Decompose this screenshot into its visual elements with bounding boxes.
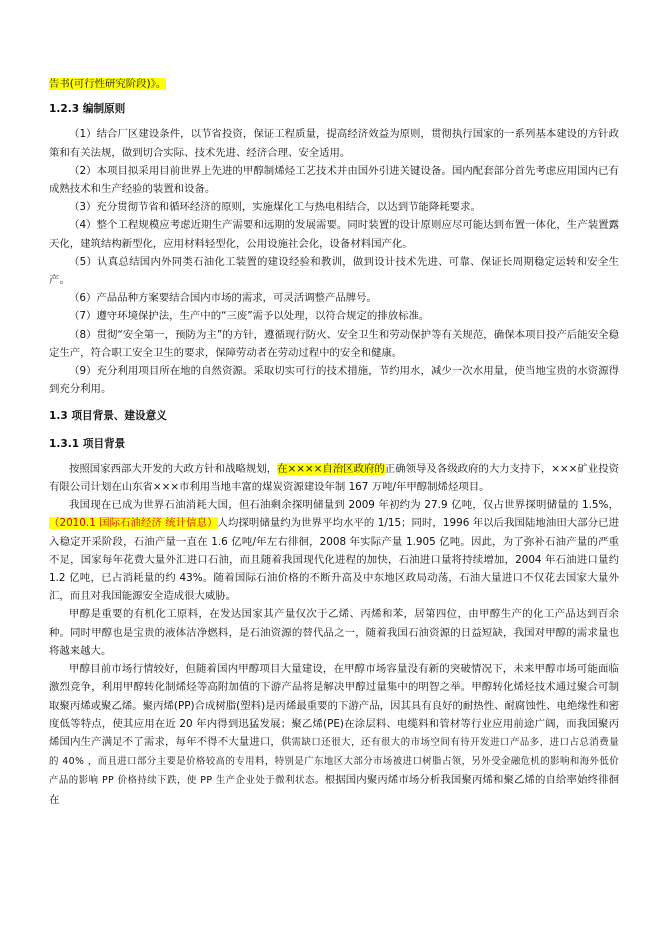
principle-item: （3）充分贯彻节省和循环经济的原则，实施煤化工与热电相结合，以达到节能降耗要求。 <box>69 201 481 214</box>
background-paragraph-1: 按照国家西部大开发的大政方针和战略规划，在××××自治区政府的正确领导及各级政府的大力支持下，×××矿业投资有限公司计划在山东省×××市利用当地丰富的煤炭资源建设年制 167 万吨/年甲醇制烯烃项目。 <box>49 462 620 494</box>
principle-item: （5）认真总结国内外同类石油化工装置的建设经验和教训，做到设计技术先进、可靠、保证长周期稳定运转和安全生产。 <box>49 255 619 287</box>
section-heading-1-2-3: 1.2.3 编制原则 <box>49 103 126 116</box>
section-heading-1-3-1: 1.3.1 项目背景 <box>49 437 126 450</box>
highlighted-text: 告书(可行性研究阶段)》。 <box>49 78 167 90</box>
principle-item: （9）充分利用项目所在地的自然资源。采取切实可行的技术措施，节约用水，减少一次水用量，使当地宝贵的水资源得到充分利用。 <box>49 365 619 396</box>
principle-item: （1）结合厂区建设条件，以节省投资，保证工程质量，提高经济效益为原则，贯彻执行国家的一系列基本建设的方针政策和有关法规，做到切合实际、技术先进、经济合理、安全适用。 <box>49 128 619 159</box>
principle-item: （7）遵守环境保护法，生产中的“三废”需予以处理，以符合规定的排放标准。 <box>69 310 430 323</box>
highlighted-text: 在××××自治区政府的 <box>277 462 385 475</box>
document-page <box>49 75 619 809</box>
principle-item: （2）本项目拟采用目前世界上先进的甲醇制烯烃工艺技术并由国外引进关键设备。国内配套部分首先考虑应用国内已有成熟技术和生产经验的装置和设备。 <box>49 164 619 196</box>
background-paragraph-4: 甲醇目前市场行情较好，但随着国内甲醇项目大量建设，在甲醇市场容量没有新的突破情况下，未来甲醇市场可能面临激烈竞争，利用甲醇转化制烯烃等高附加值的下游产品将是解决甲醇过量集中的明智之举。甲醇转化烯烃技术通过聚合可制取聚丙烯或聚乙烯。聚丙烯(PP)合成树脂(塑料)是丙烯最重要的下游产品，因其具有良好的耐热性、耐腐蚀性、电绝缘性和密度低等特点，使其应用在近 20 年内得到迅猛发展；聚乙烯(PE)在涂层料、电缆料和管材等行业应用前途广阔，而我国聚丙烯国内生产满足不了需求，每年不得不大量进口，供需缺口还很大，还有很大的市场空间有待开发进口产品多，进口占总消费量的 40% ，而且进口部分主要是价格较高的专用料，特别是广东地区大部分市场被进口树脂占领，另外受金融危机的影响和海外低价产品的影响 PP 价格持续下跌，使 PP 生产企业处于微利状态。根据国内聚丙烯市场分析我国聚丙烯和聚乙烯的自给率始终徘徊在 <box>49 663 620 806</box>
citation-highlight: （2010.1 国际石油经济 统计信息） <box>49 517 218 530</box>
background-paragraph-3: 甲醇是重要的有机化工原料，在发达国家其产量仅次于乙烯、丙烯和苯，居第四位，由甲醇生产的化工产品达到百余种。同时甲醇也是宝贵的液体洁净燃料，是石油资源的替代品之一，随着我国石油资源的日益短缺，我国对甲醇的需求量也将越来越大。 <box>49 608 619 657</box>
section-heading-1-3: 1.3 项目背景、建设意义 <box>49 410 167 423</box>
background-paragraph-2: 我国现在已成为世界石油消耗大国，但石油剩余探明储量到 2009 年初约为 27.9 亿吨，仅占世界探明储量的 1.5%，（2010.1 国际石油经济 统计信息）人均探明储量约为世界平均水平的 1/15；同时，1996 年以后我国陆地油田大部分已进入稳定开采阶段，石油产量一直在 1.6 亿吨/年左右徘徊，2008 年实际产量 1.905 亿吨。因此，为了弥补石油产量的严重不足，国家每年花费大量外汇进口石油，而且随着我国现代化进程的加快，石油进口量将持续增加，2004 年石油进口量约 1.2 亿吨，已占消耗量的约 43%。随着国际石油价格的不断升高及中东地区政局动荡，石油大量进口不仅花去国家大量外汇，而且对我国能源安全造成很大威胁。 <box>49 499 619 603</box>
opening-line <box>49 75 619 93</box>
principle-item: （6）产品品种方案要结合国内市场的需求，可灵活调整产品牌号。 <box>69 292 377 305</box>
principle-item: （8）贯彻“安全第一，预防为主”的方针，遵循现行防火、安全卫生和劳动保护等有关规范，确保本项目投产后能安全稳定生产，符合职工安全卫生的要求，保障劳动者在劳动过程中的安全和健康。 <box>49 328 619 359</box>
principle-item: （4）整个工程规模应考虑近期生产需要和远期的发展需要。同时装置的设计原则应尽可能达到布置一体化，生产装置露天化，建筑结构新型化，应用材料轻型化，公用设施社会化，设备材料国产化。 <box>49 219 619 250</box>
small-font-text: 需缺口还很大，还有很大的市场空间有待开发进口产品多，进口占总消费量的 40% ，而且进口部分主要是价格较高的专用料，特别是广东地区大部分市场被进口树脂占领，另外受金融危机的影响和海外低价产品的影响 PP 价格持续下跌，使 PP 生产企业处于微利状态。 <box>49 736 620 787</box>
